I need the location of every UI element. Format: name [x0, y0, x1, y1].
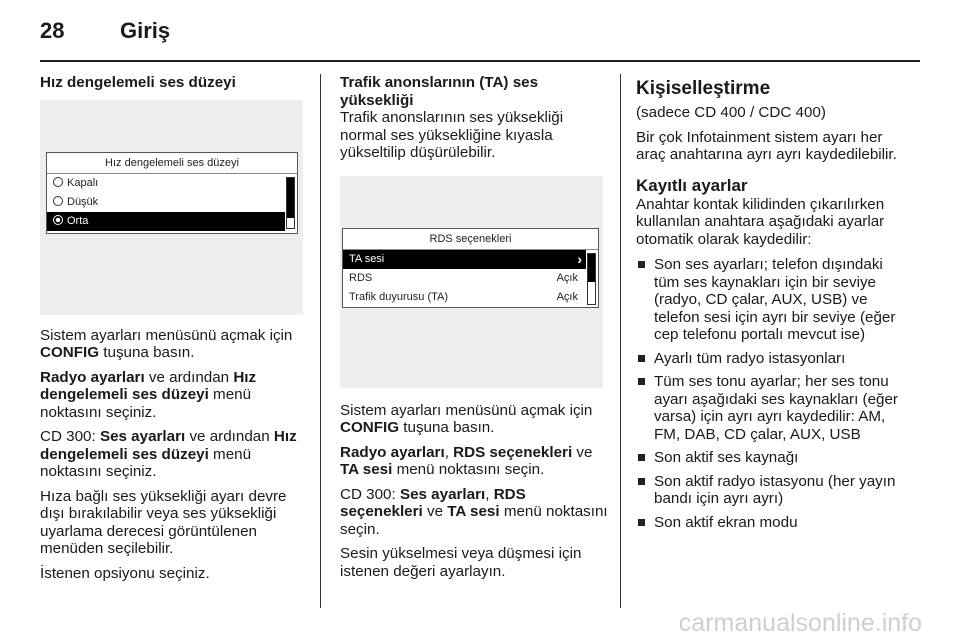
paragraph: Radyo ayarları ve ardından Hız dengelemeli ses düzeyi menü noktasını seçiniz. — [40, 368, 257, 421]
display-screen — [46, 152, 298, 234]
scrollbar — [286, 177, 295, 229]
list-item: Son aktif ses kaynağı — [636, 449, 912, 467]
page-header — [40, 14, 920, 58]
screen-option-selected — [47, 212, 285, 231]
screen-option — [47, 193, 285, 212]
display-screen — [342, 228, 599, 308]
list-item: Son aktif radyo istasyonu (her yayın bandı için ayrı ayrı) — [636, 473, 912, 508]
section-title: Trafik anonslarının (TA) ses yüksekliği — [340, 74, 539, 109]
screenshot-rds-options — [340, 176, 603, 388]
option-label: TA sesi — [349, 252, 385, 265]
paragraph: CD 300: Ses ayarları, RDS seçenekleri ve TA sesi menü noktasını seçin. — [340, 485, 608, 538]
screenshot-speed-volume — [40, 100, 303, 315]
intro-paragraph: Trafik anonslarının ses yüksekliği normal ses yüksekliğine kıyasla yükseltilip düşürülebilir. — [340, 109, 564, 161]
list-item: Tüm ses tonu ayarlar; her ses tonu ayarı aşağıdaki ses kaynakları (eğer varsa) için ayrı ayrı kaydedilir: AM, FM, DAB, CD çalar, AUX, USB — [636, 373, 912, 443]
page-title: Giriş — [120, 18, 171, 43]
paragraph: Anahtar kontak kilidinden çıkarılırken kullanılan anahtara aşağıdaki ayarlar otomatik olarak kaydedilir: — [636, 195, 885, 248]
option-label: Kapalı — [67, 176, 99, 189]
header-divider — [40, 60, 920, 62]
paragraph: İstenen opsiyonu seçiniz. — [40, 564, 210, 582]
radio-selected-icon — [53, 215, 63, 225]
screen-title: RDS seçenekleri — [343, 229, 598, 250]
column-personalization — [636, 74, 912, 537]
column-ta-volume — [340, 74, 608, 587]
list-item: Ayarlı tüm radyo istasyonları — [636, 350, 912, 368]
screen-title: Hız dengelemeli ses düzeyi — [47, 153, 297, 174]
watermark: carmanualsonline.info — [678, 609, 922, 637]
option-label: Orta — [67, 214, 89, 227]
section-heading: Kişiselleştirme — [636, 78, 771, 99]
page-number: 28 — [40, 18, 65, 43]
paragraph: CD 300: Ses ayarları ve ardından Hız dengelemeli ses düzeyi menü noktasını seçiniz. — [40, 428, 297, 480]
option-label: Düşük — [67, 195, 99, 208]
option-value: Açık — [556, 271, 578, 284]
paragraph: Sistem ayarları menüsünü açmak için CONFIG tuşuna basın. — [40, 326, 293, 361]
screen-option — [343, 269, 586, 288]
screen-option — [343, 288, 586, 307]
scroll-thumb — [287, 178, 294, 218]
column-divider — [320, 74, 321, 608]
screen-option — [47, 174, 285, 193]
section-title: Hız dengelemeli ses düzeyi — [40, 74, 236, 91]
chevron-right-icon: › — [577, 250, 582, 267]
scrollbar — [587, 253, 596, 305]
option-label: Trafik duyurusu (TA) — [349, 290, 449, 303]
paragraph: Radyo ayarları, RDS seçenekleri ve TA sesi menü noktasını seçin. — [340, 443, 593, 478]
radio-icon — [53, 196, 63, 206]
paragraph: Sistem ayarları menüsünü açmak için CONFIG tuşuna basın. — [340, 401, 593, 436]
subsection-heading: Kayıtlı ayarlar — [636, 175, 748, 195]
column-divider — [620, 74, 621, 608]
scroll-thumb — [588, 254, 595, 282]
option-label: RDS — [349, 271, 373, 284]
column-speed-volume — [40, 74, 308, 589]
screen-option-selected — [343, 250, 586, 269]
radio-icon — [53, 177, 63, 187]
option-value: Açık — [556, 290, 578, 303]
saved-settings-list — [636, 256, 912, 531]
paragraph: Bir çok Infotainment sistem ayarı her araç anahtarına ayrı ayrı kaydedilebilir. — [636, 128, 897, 163]
list-item: Son aktif ekran modu — [636, 514, 912, 532]
paragraph: Sesin yükselmesi veya düşmesi için istenen değeri ayarlayın. — [340, 545, 582, 580]
list-item: Son ses ayarları; telefon dışındaki tüm ses kaynakları için bir seviye (radyo, CD çalar, AUX, USB) ve telefon sesi için ayrı bir seviye (eğer cep telefonu portalı mevcut ise) — [636, 256, 912, 344]
model-note: (sadece CD 400 / CDC 400) — [636, 104, 826, 121]
paragraph: Hıza bağlı ses yüksekliği ayarı devre dışı bırakılabilir veya ses yüksekliği uyarlama derecesi görüntülenen menüden seçilebilir. — [40, 487, 287, 557]
